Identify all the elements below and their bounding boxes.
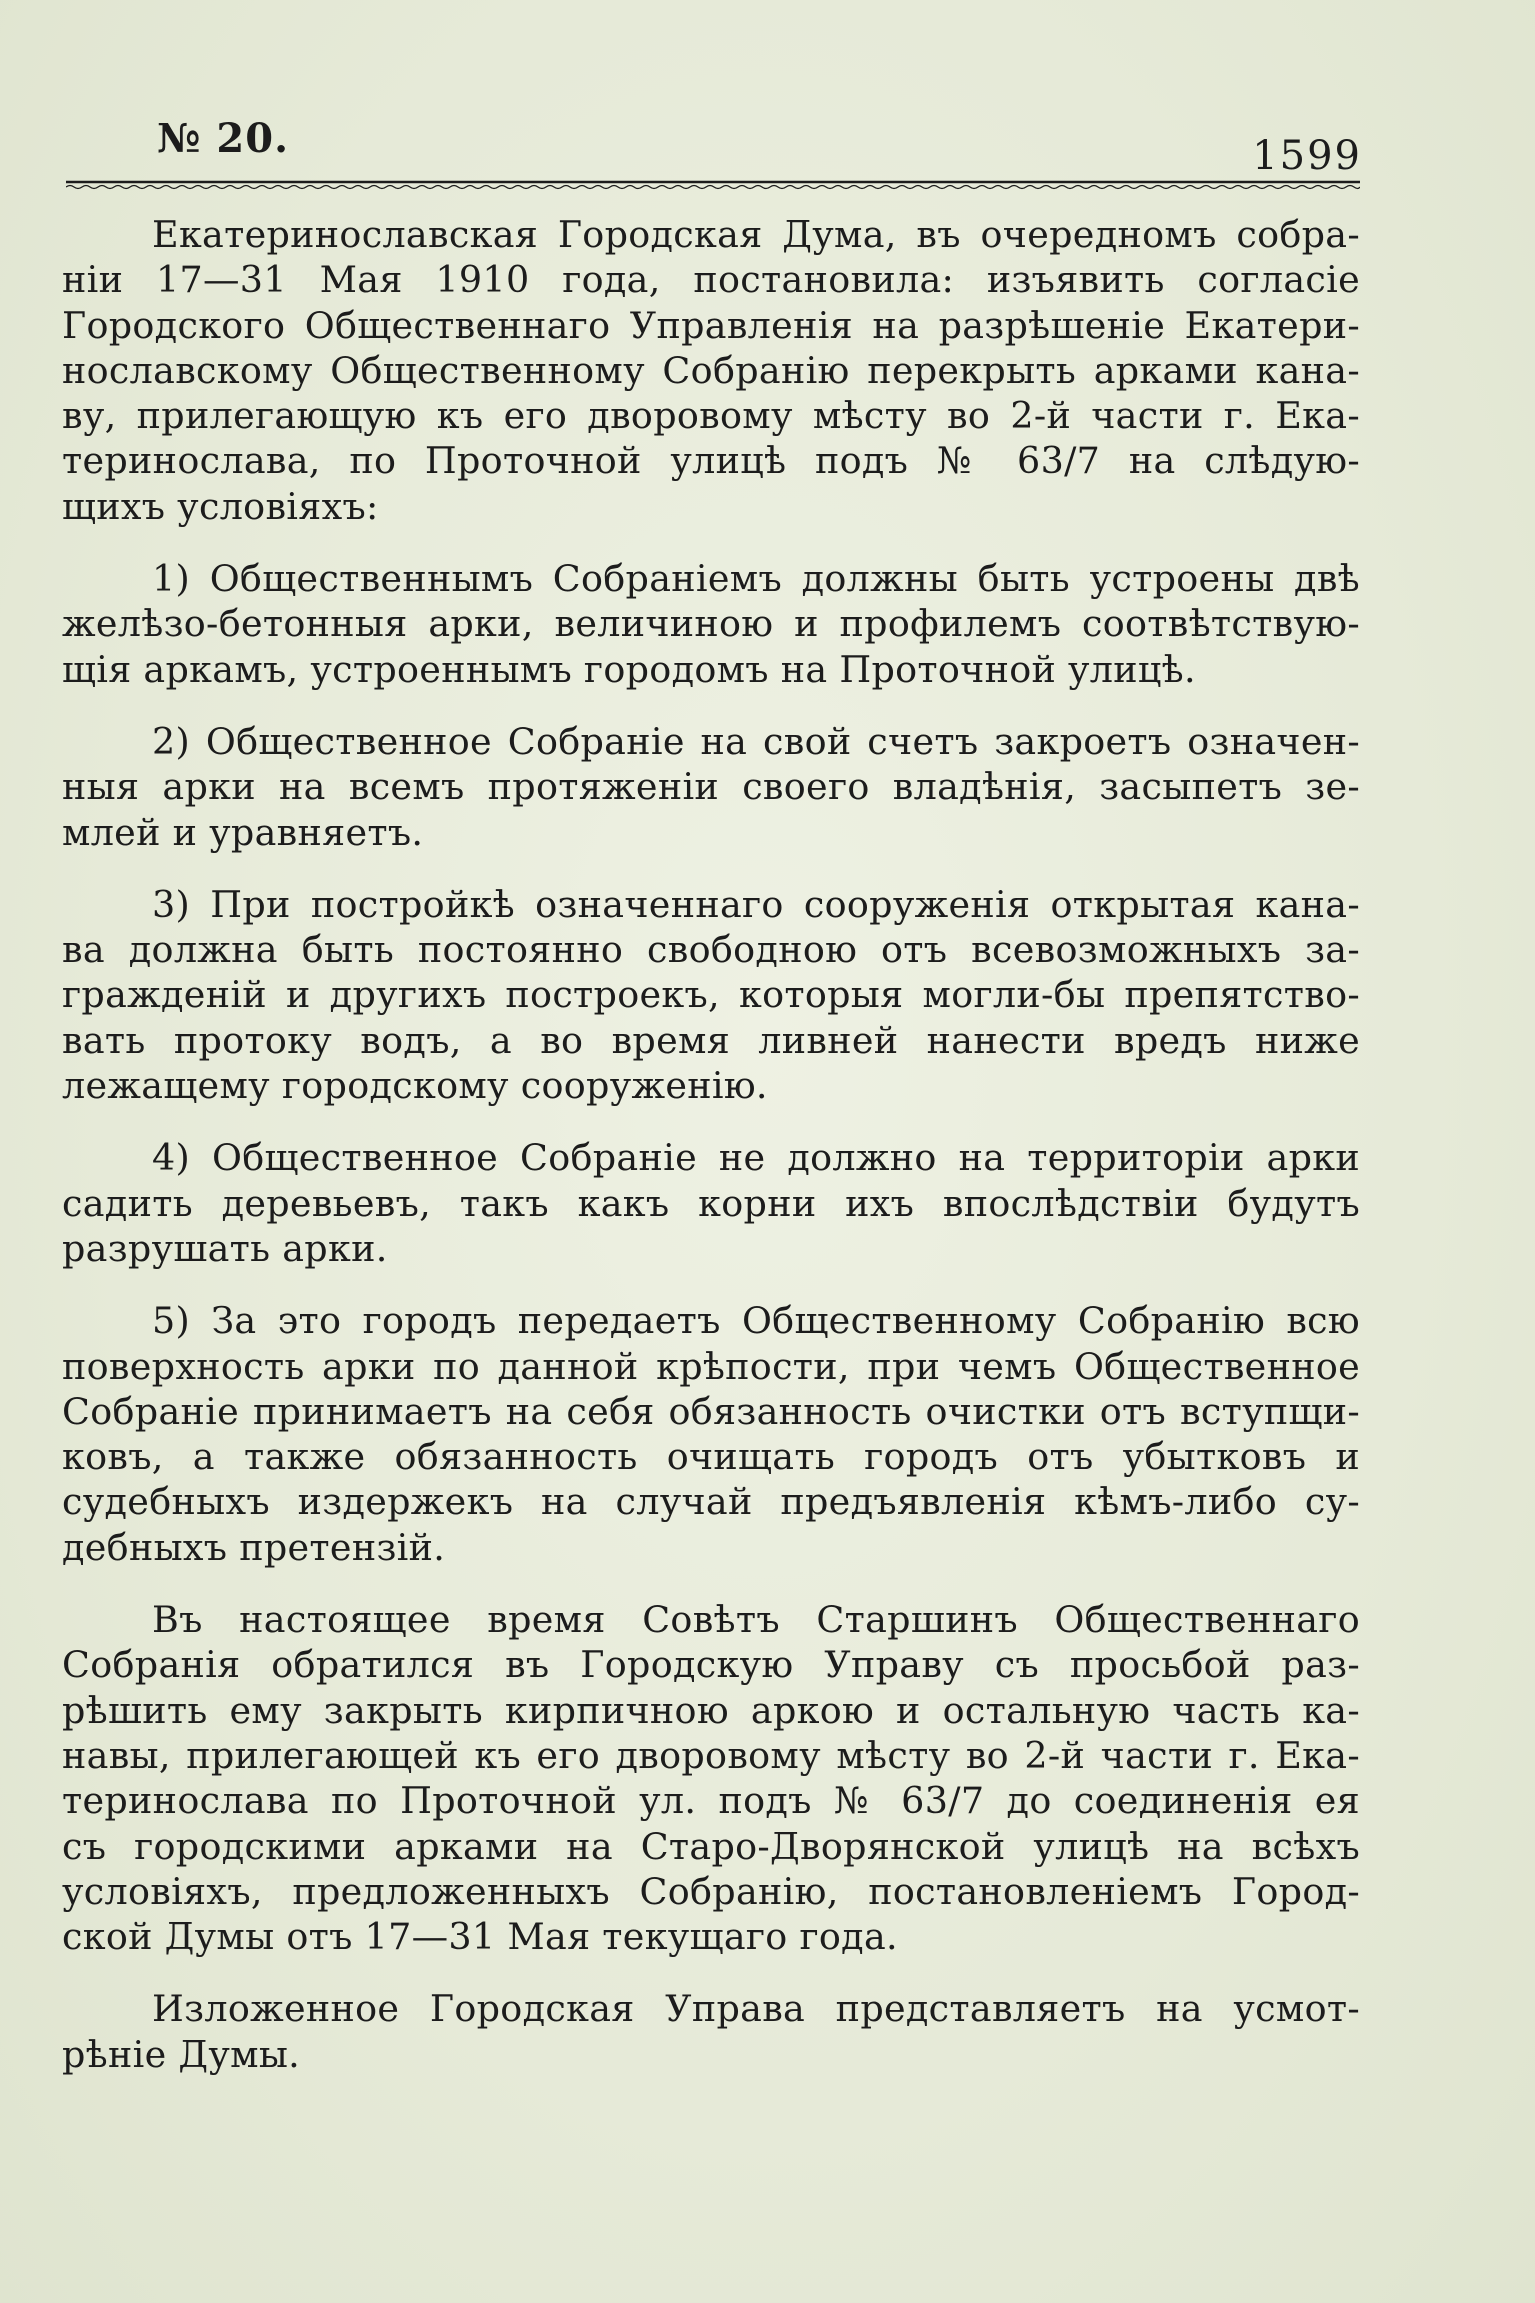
- text-line: Изложенное Городская Управа представляетъ на усмот-: [152, 1987, 1360, 2031]
- text-line: поверхность арки по данной крѣпости, при чемъ Общественное: [62, 1344, 1360, 1388]
- text-line: Екатеринославская Городская Дума, въ очередномъ собра-: [152, 213, 1360, 256]
- paragraph-gap: [62, 855, 1360, 882]
- text-line: навы, прилегающей къ его дворовому мѣсту во 2-й части г. Ека-: [62, 1733, 1360, 1777]
- text-line: съ городскими арками на Старо-Дворянской улицѣ на всѣхъ: [62, 1824, 1360, 1868]
- text-line: 4) Общественное Собраніе не должно на территоріи арки: [152, 1136, 1360, 1180]
- paragraph: [62, 1298, 1360, 1570]
- text-line: нославскому Общественному Собранію перекрыть арками кана-: [62, 348, 1360, 392]
- paragraph: [62, 1135, 1360, 1271]
- text-line: лежащему городскому сооруженію.: [62, 1064, 768, 1108]
- text-line: ской Думы отъ 17—31 Мая текущаго года.: [62, 1915, 898, 1959]
- text-line: гражденій и другихъ построекъ, которыя могли-бы препятство-: [62, 973, 1360, 1017]
- wavy-rule-line: [66, 186, 1360, 189]
- paragraph: [62, 212, 1360, 529]
- paragraph: [62, 1986, 1360, 2077]
- text-line: ніи 17—31 Мая 1910 года, постановила: изъявить согласіе: [62, 258, 1360, 302]
- paragraph: [62, 1597, 1360, 1959]
- paragraph-gap: [62, 1959, 1360, 1986]
- paragraph-gap: [62, 1271, 1360, 1298]
- text-line: желѣзо-бетонныя арки, величиною и профилемъ соотвѣтствую-: [62, 602, 1360, 646]
- text-line: ныя арки на всемъ протяженіи своего владѣнія, засыпетъ зе-: [62, 765, 1360, 809]
- text-line: судебныхъ издержекъ на случай предъявленія кѣмъ-либо су-: [62, 1480, 1360, 1524]
- page-number: 1599: [1252, 133, 1362, 179]
- issue-number: № 20.: [157, 115, 289, 162]
- text-line: 5) За это городъ передаетъ Общественному Собранію всю: [152, 1299, 1360, 1343]
- text-line: теринослава, по Проточной улицѣ подъ № 63/7 на слѣдую-: [62, 439, 1360, 483]
- text-line: ва должна быть постоянно свободною отъ всевозможныхъ за-: [62, 928, 1360, 972]
- text-line: Городского Общественнаго Управленія на разрѣшеніе Екатери-: [62, 303, 1360, 347]
- text-line: Собранія обратился въ Городскую Управу съ просьбой раз-: [62, 1643, 1360, 1687]
- paragraph-gap: [62, 692, 1360, 719]
- paragraph-gap: [62, 1570, 1360, 1597]
- header-rule: [66, 180, 1360, 190]
- text-line: условіяхъ, предложенныхъ Собранію, постановленіемъ Город-: [62, 1869, 1360, 1913]
- text-line: Въ настоящее время Совѣтъ Старшинъ Общественнаго: [152, 1598, 1360, 1642]
- page-header: [62, 115, 1362, 185]
- text-line: садить деревьевъ, такъ какъ корни ихъ впослѣдствіи будутъ: [62, 1181, 1360, 1225]
- text-line: 3) При постройкѣ означеннаго сооруженія открытая кана-: [152, 882, 1360, 926]
- text-line: ковъ, а также обязанность очищать городъ отъ убытковъ и: [62, 1435, 1360, 1479]
- paragraph-gap: [62, 529, 1360, 556]
- text-line: разрушать арки.: [62, 1226, 388, 1270]
- text-line: рѣшить ему закрыть кирпичною аркою и остальную часть ка-: [62, 1688, 1360, 1732]
- text-line: Собраніе принимаетъ на себя обязанность очистки отъ вступщи-: [62, 1389, 1360, 1433]
- paragraph: [62, 719, 1360, 855]
- text-line: щія аркамъ, устроеннымъ городомъ на Проточной улицѣ.: [62, 647, 1196, 691]
- text-line: вать протоку водъ, а во время ливней нанести вредъ ниже: [62, 1018, 1360, 1062]
- text-line: щихъ условіяхъ:: [62, 484, 379, 528]
- text-line: теринослава по Проточной ул. подъ № 63/7 до соединенія ея: [62, 1779, 1360, 1823]
- paragraph: [62, 882, 1360, 1108]
- text-line: 2) Общественное Собраніе на свой счетъ закроетъ означен-: [152, 719, 1360, 763]
- text-line: млей и уравняетъ.: [62, 810, 424, 854]
- text-line: рѣніе Думы.: [62, 2032, 301, 2076]
- document-body: [62, 212, 1360, 2077]
- paragraph: [62, 556, 1360, 692]
- paragraph-gap: [62, 1108, 1360, 1135]
- text-line: ву, прилегающую къ его дворовому мѣсту во 2-й части г. Ека-: [62, 394, 1360, 438]
- text-line: 1) Общественнымъ Собраніемъ должны быть устроены двѣ: [152, 557, 1360, 601]
- text-line: дебныхъ претензій.: [62, 1525, 446, 1569]
